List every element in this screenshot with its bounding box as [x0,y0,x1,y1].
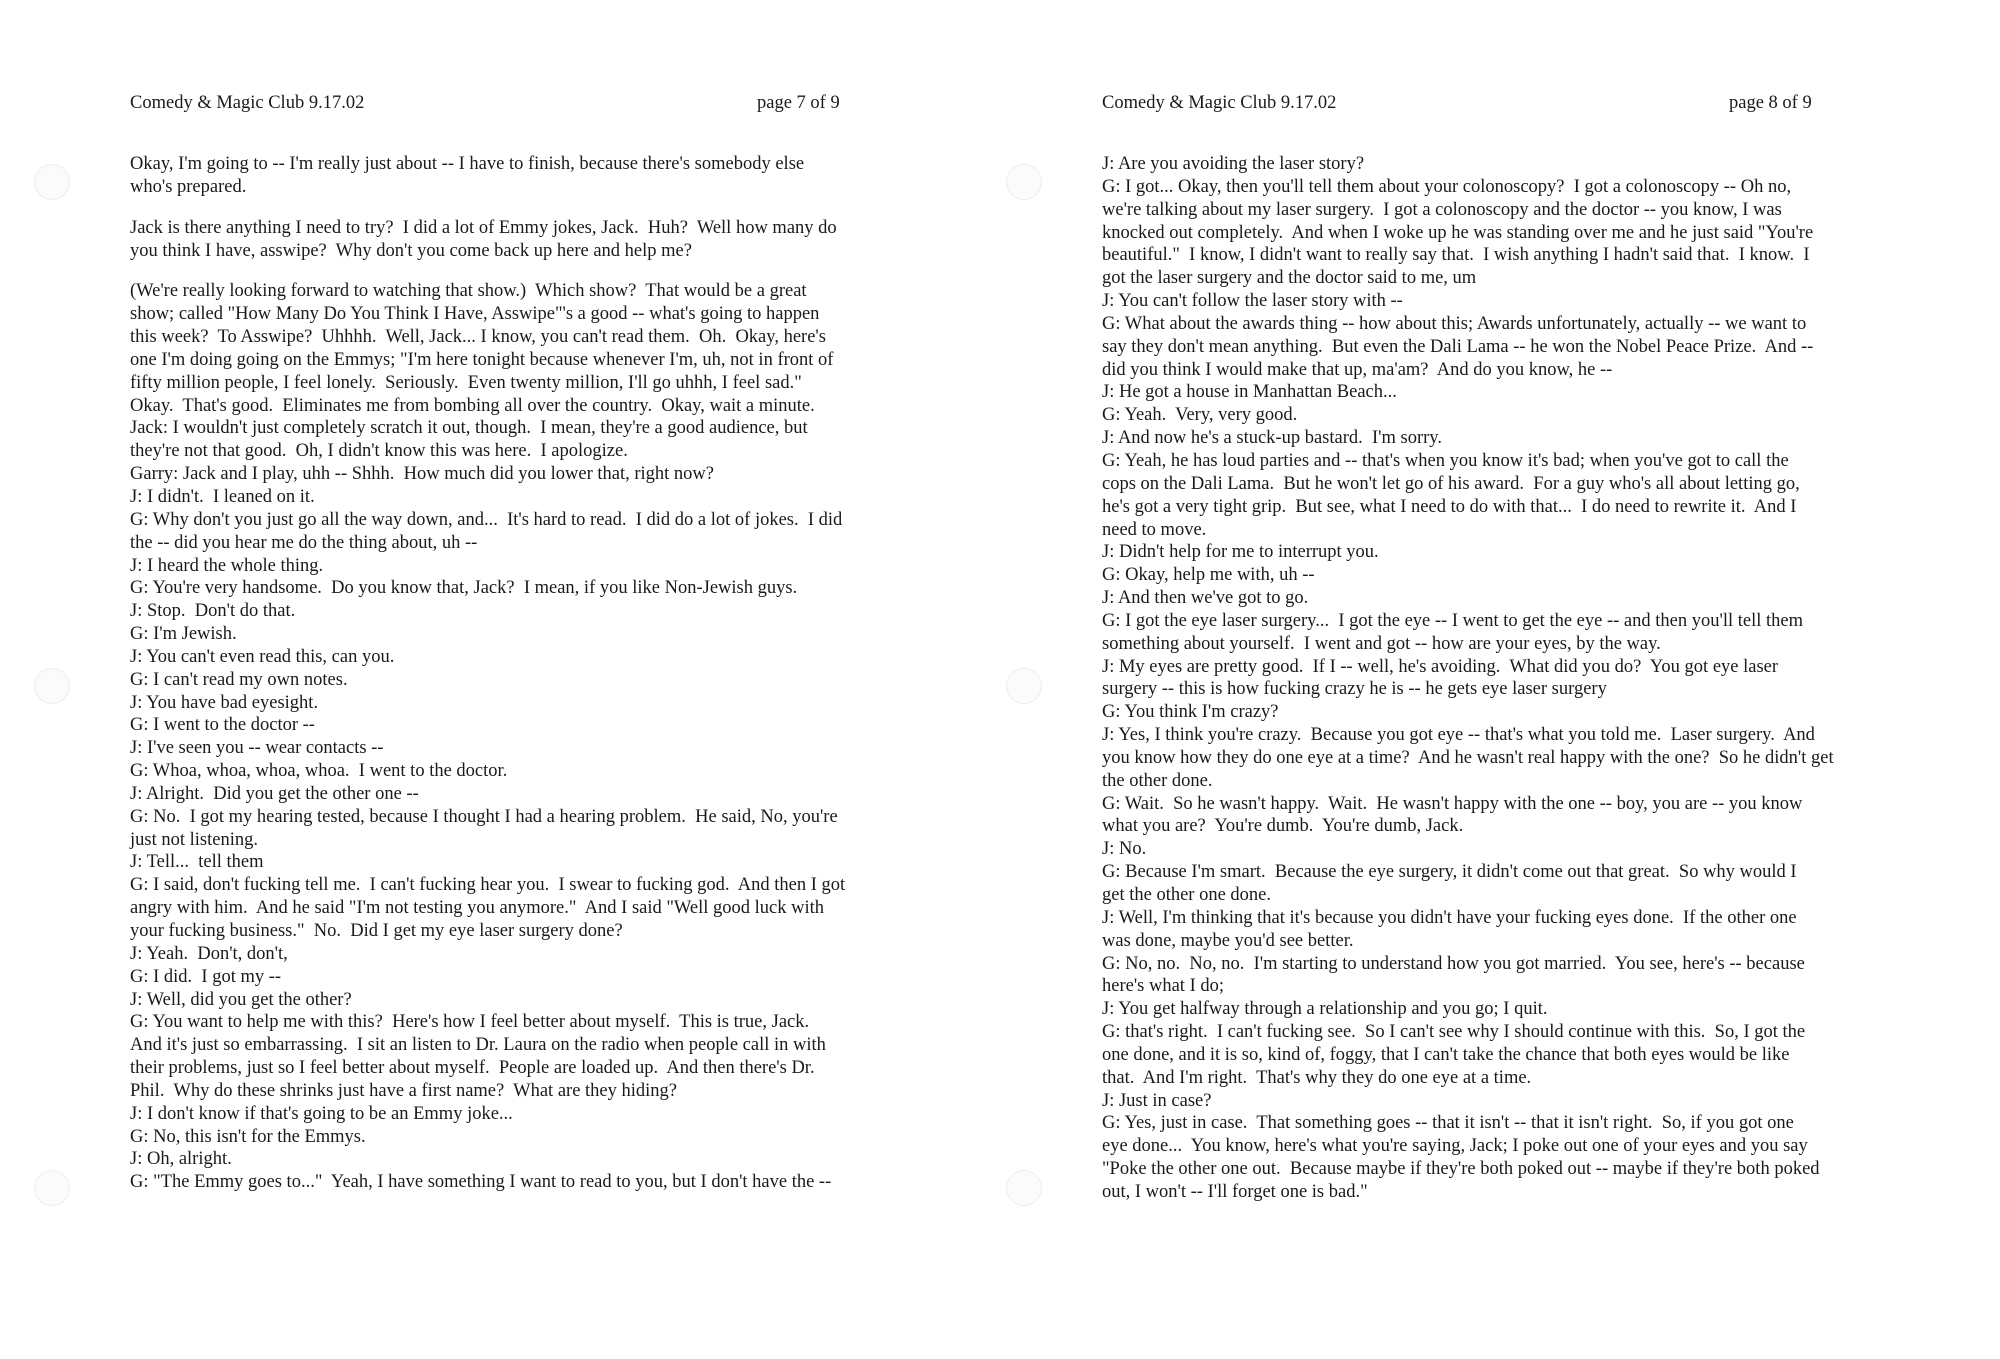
transcript-line: the other done. [1102,770,1213,791]
transcript-line: J: Just in case? [1102,1090,1212,1111]
binder-hole-top [34,164,70,200]
transcript-line: the -- did you hear me do the thing about, uh -- [130,532,478,553]
transcript-line: we're talking about my laser surgery. I got a colonoscopy and the doctor -- you know, I was [1102,199,1782,220]
transcript-line: G: I did. I got my -- [130,966,282,987]
transcript-line: G: I went to the doctor -- [130,715,315,736]
transcript-line: J: No. [1102,839,1147,860]
page-number: page 7 of 9 [757,93,840,113]
transcript-line: that. And I'm right. That's why they do one eye at a time. [1102,1067,1532,1088]
transcript-line: out, I won't -- I'll forget one is bad." [1102,1181,1368,1202]
binder-hole-middle [1006,668,1042,704]
transcript-line: Okay, I'm going to -- I'm really just about -- I have to finish, because there's somebody else [130,154,805,174]
transcript-line: this week? To Asswipe? Uhhhh. Well, Jack... I know, you can't read them. Oh. Okay, here's [130,327,826,348]
transcript-line: G: You think I'm crazy? [1102,702,1279,723]
binder-hole-bottom [34,1170,70,1206]
transcript-line: say they don't mean anything. But even the Dali Lama -- he won the Nobel Peace Prize. And -- [1102,336,1814,357]
transcript-line: J: I don't know if that's going to be an Emmy joke... [130,1103,513,1124]
transcript-line: J: He got a house in Manhattan Beach... [1102,382,1397,403]
transcript-line: G: Okay, help me with, uh -- [1102,565,1315,586]
transcript-line: angry with him. And he said "I'm not testing you anymore." And I said "Well good luck with [130,898,825,919]
transcript-line: he's got a very tight grip. But see, what I need to do with that... I do need to rewrite it. And I [1102,496,1797,517]
transcript-line: (We're really looking forward to watching that show.) Which show? That would be a great [130,281,807,302]
transcript-line: J: Are you avoiding the laser story? [1102,154,1365,174]
transcript-line: they're not that good. Oh, I didn't know this was here. I apologize. [130,441,628,462]
transcript-line: G: I said, don't fucking tell me. I can't fucking hear you. I swear to fucking god. And then I got [130,875,846,896]
transcript-line: Phil. Why do these shrinks just have a first name? What are they hiding? [130,1080,677,1101]
page-header-title: Comedy & Magic Club 9.17.02 [130,93,365,113]
transcript-line: G: I can't read my own notes. [130,669,348,690]
transcript-line: G: You're very handsome. Do you know that, Jack? I mean, if you like Non-Jewish guys. [130,578,798,599]
transcript-line: J: Stop. Don't do that. [130,601,296,622]
transcript-line: got the laser surgery and the doctor said to me, um [1102,268,1477,289]
transcript-line: J: You have bad eyesight. [130,692,319,713]
transcript-line: G: Wait. So he wasn't happy. Wait. He wasn't happy with the one -- boy, you are -- you know [1102,793,1803,814]
transcript-line: your fucking business." No. Did I get my eye laser surgery done? [130,921,623,941]
transcript-line: Jack: I wouldn't just completely scratch it out, though. I mean, they're a good audience, but [130,418,808,439]
transcript-line: J: Well, did you get the other? [130,989,352,1010]
transcript-line: J: And then we've got to go. [1102,588,1309,609]
transcript-line: G: I'm Jewish. [130,624,237,645]
transcript-line: G: I got... Okay, then you'll tell them about your colonoscopy? I got a colonoscopy -- Oh no, [1102,176,1792,197]
transcript-line: J: My eyes are pretty good. If I -- well, he's avoiding. What did you do? You got eye laser [1102,656,1779,677]
binder-hole-bottom [1006,1170,1042,1206]
transcript-line: was done, maybe you'd see better. [1102,930,1354,951]
transcript-line: Garry: Jack and I play, uhh -- Shhh. How much did you lower that, right now? [130,464,714,485]
transcript-line: here's what I do; [1102,976,1225,997]
transcript-line: something about yourself. I went and got -- how are your eyes, by the way. [1102,633,1661,654]
transcript-line: J: Yeah. Don't, don't, [130,943,288,964]
transcript-line: fifty million people, I feel lonely. Seriously. Even twenty million, I'll go uhhh, I feel sad." [130,372,802,393]
transcript-line: G: No. I got my hearing tested, because I thought I had a hearing problem. He said, No, you're [130,806,838,827]
paragraph-gap [130,199,905,217]
transcript-line: G: No, no. No, no. I'm starting to understand how you got married. You see, here's -- because [1102,953,1805,974]
transcript-line: cops on the Dali Lama. But he won't let go of his award. For a guy who's all about letting go, [1102,473,1800,494]
transcript-line: J: Tell... tell them [130,852,264,873]
transcript-line: G: Yes, just in case. That something goes -- that it isn't -- that it isn't right. So, if you got one [1102,1113,1794,1134]
transcript-line: J: I've seen you -- wear contacts -- [130,738,384,759]
transcript-line: J: You can't follow the laser story with -- [1102,291,1403,312]
page-header-title: Comedy & Magic Club 9.17.02 [1102,93,1337,113]
page-number: page 8 of 9 [1729,93,1812,113]
transcript-line: G: "The Emmy goes to..." Yeah, I have something I want to read to you, but I don't have the -- [130,1172,832,1193]
transcript-body [130,153,905,1194]
transcript-body [1102,153,1880,1204]
transcript-line: Okay. That's good. Eliminates me from bombing all over the country. Okay, wait a minute. [130,395,815,416]
transcript-line: show; called "How Many Do You Think I Have, Asswipe"'s a good -- what's going to happen [130,304,820,325]
transcript-line: what you are? You're dumb. You're dumb, Jack. [1102,816,1464,837]
transcript-line: G: Because I'm smart. Because the eye surgery, it didn't come out that great. So why would I [1102,862,1797,883]
transcript-line: G: What about the awards thing -- how about this; Awards unfortunately, actually -- we want to [1102,313,1807,334]
transcript-line: G: You want to help me with this? Here's how I feel better about myself. This is true, Jack. [130,1012,810,1033]
transcript-line: J: I didn't. I leaned on it. [130,486,315,507]
transcript-line: G: Why don't you just go all the way down, and... It's hard to read. I did do a lot of jokes. I did [130,509,843,530]
transcript-line: just not listening. [130,829,258,850]
transcript-line: J: You get halfway through a relationship and you go; I quit. [1102,999,1548,1020]
transcript-line: G: Whoa, whoa, whoa, whoa. I went to the doctor. [130,761,508,782]
binder-hole-top [1006,164,1042,200]
transcript-line: one done, and it is so, kind of, foggy, that I can't take the chance that both eyes would be like [1102,1044,1790,1065]
transcript-line: eye done... You know, here's what you're saying, Jack; I poke out one of your eyes and you say [1102,1136,1808,1157]
transcript-line: And it's just so embarrassing. I sit an listen to Dr. Laura on the radio when people call in with [130,1035,826,1056]
binder-hole-middle [34,668,70,704]
transcript-line: beautiful." I know, I didn't want to really say that. I wish anything I hadn't said that. I know. I [1102,245,1810,266]
transcript-line: knocked out completely. And when I woke up he was standing over me and he just said "You're [1102,222,1814,243]
transcript-line: G: I got the eye laser surgery... I got the eye -- I went to get the eye -- and then you'll tell them [1102,610,1803,631]
transcript-line: J: Well, I'm thinking that it's because you didn't have your fucking eyes done. If the other one [1102,907,1797,928]
transcript-line: J: And now he's a stuck-up bastard. I'm sorry. [1102,428,1442,449]
transcript-line: one I'm doing going on the Emmys; "I'm here tonight because whenever I'm, uh, not in front of [130,349,834,370]
transcript-line: G: that's right. I can't fucking see. So I can't see why I should continue with this. So, I got the [1102,1022,1806,1043]
transcript-page-8 [1000,0,2000,1359]
transcript-line: J: You can't even read this, can you. [130,646,395,667]
transcript-line: J: I heard the whole thing. [130,555,324,576]
transcript-line: did you think I would make that up, ma'am? And do you know, he -- [1102,359,1613,380]
transcript-line: J: Didn't help for me to interrupt you. [1102,542,1379,563]
transcript-line: "Poke the other one out. Because maybe if they're both poked out -- maybe if they're both poked [1102,1159,1820,1180]
transcript-line: get the other one done. [1102,885,1272,905]
transcript-line: Jack is there anything I need to try? I did a lot of Emmy jokes, Jack. Huh? Well how many do [130,217,837,238]
transcript-line: J: Yes, I think you're crazy. Because you got eye -- that's what you told me. Laser surgery. And [1102,725,1815,746]
transcript-line: you think I have, asswipe? Why don't you come back up here and help me? [130,240,692,261]
transcript-line: G: No, this isn't for the Emmys. [130,1126,366,1147]
transcript-line: who's prepared. [130,176,247,197]
transcript-line: their problems, just so I feel better about myself. People are loaded up. And then there's Dr. [130,1058,815,1079]
paragraph-gap [130,262,905,280]
transcript-line: need to move. [1102,519,1207,540]
transcript-line: G: Yeah, he has loud parties and -- that's when you know it's bad; when you've got to call the [1102,450,1789,471]
transcript-line: G: Yeah. Very, very good. [1102,405,1298,426]
transcript-line: surgery -- this is how fucking crazy he is -- he gets eye laser surgery [1102,679,1607,700]
transcript-line: J: Alright. Did you get the other one -- [130,783,419,804]
transcript-line: J: Oh, alright. [130,1149,232,1170]
transcript-line: you know how they do one eye at a time? And he wasn't real happy with the one? So he didn't get [1102,747,1834,768]
